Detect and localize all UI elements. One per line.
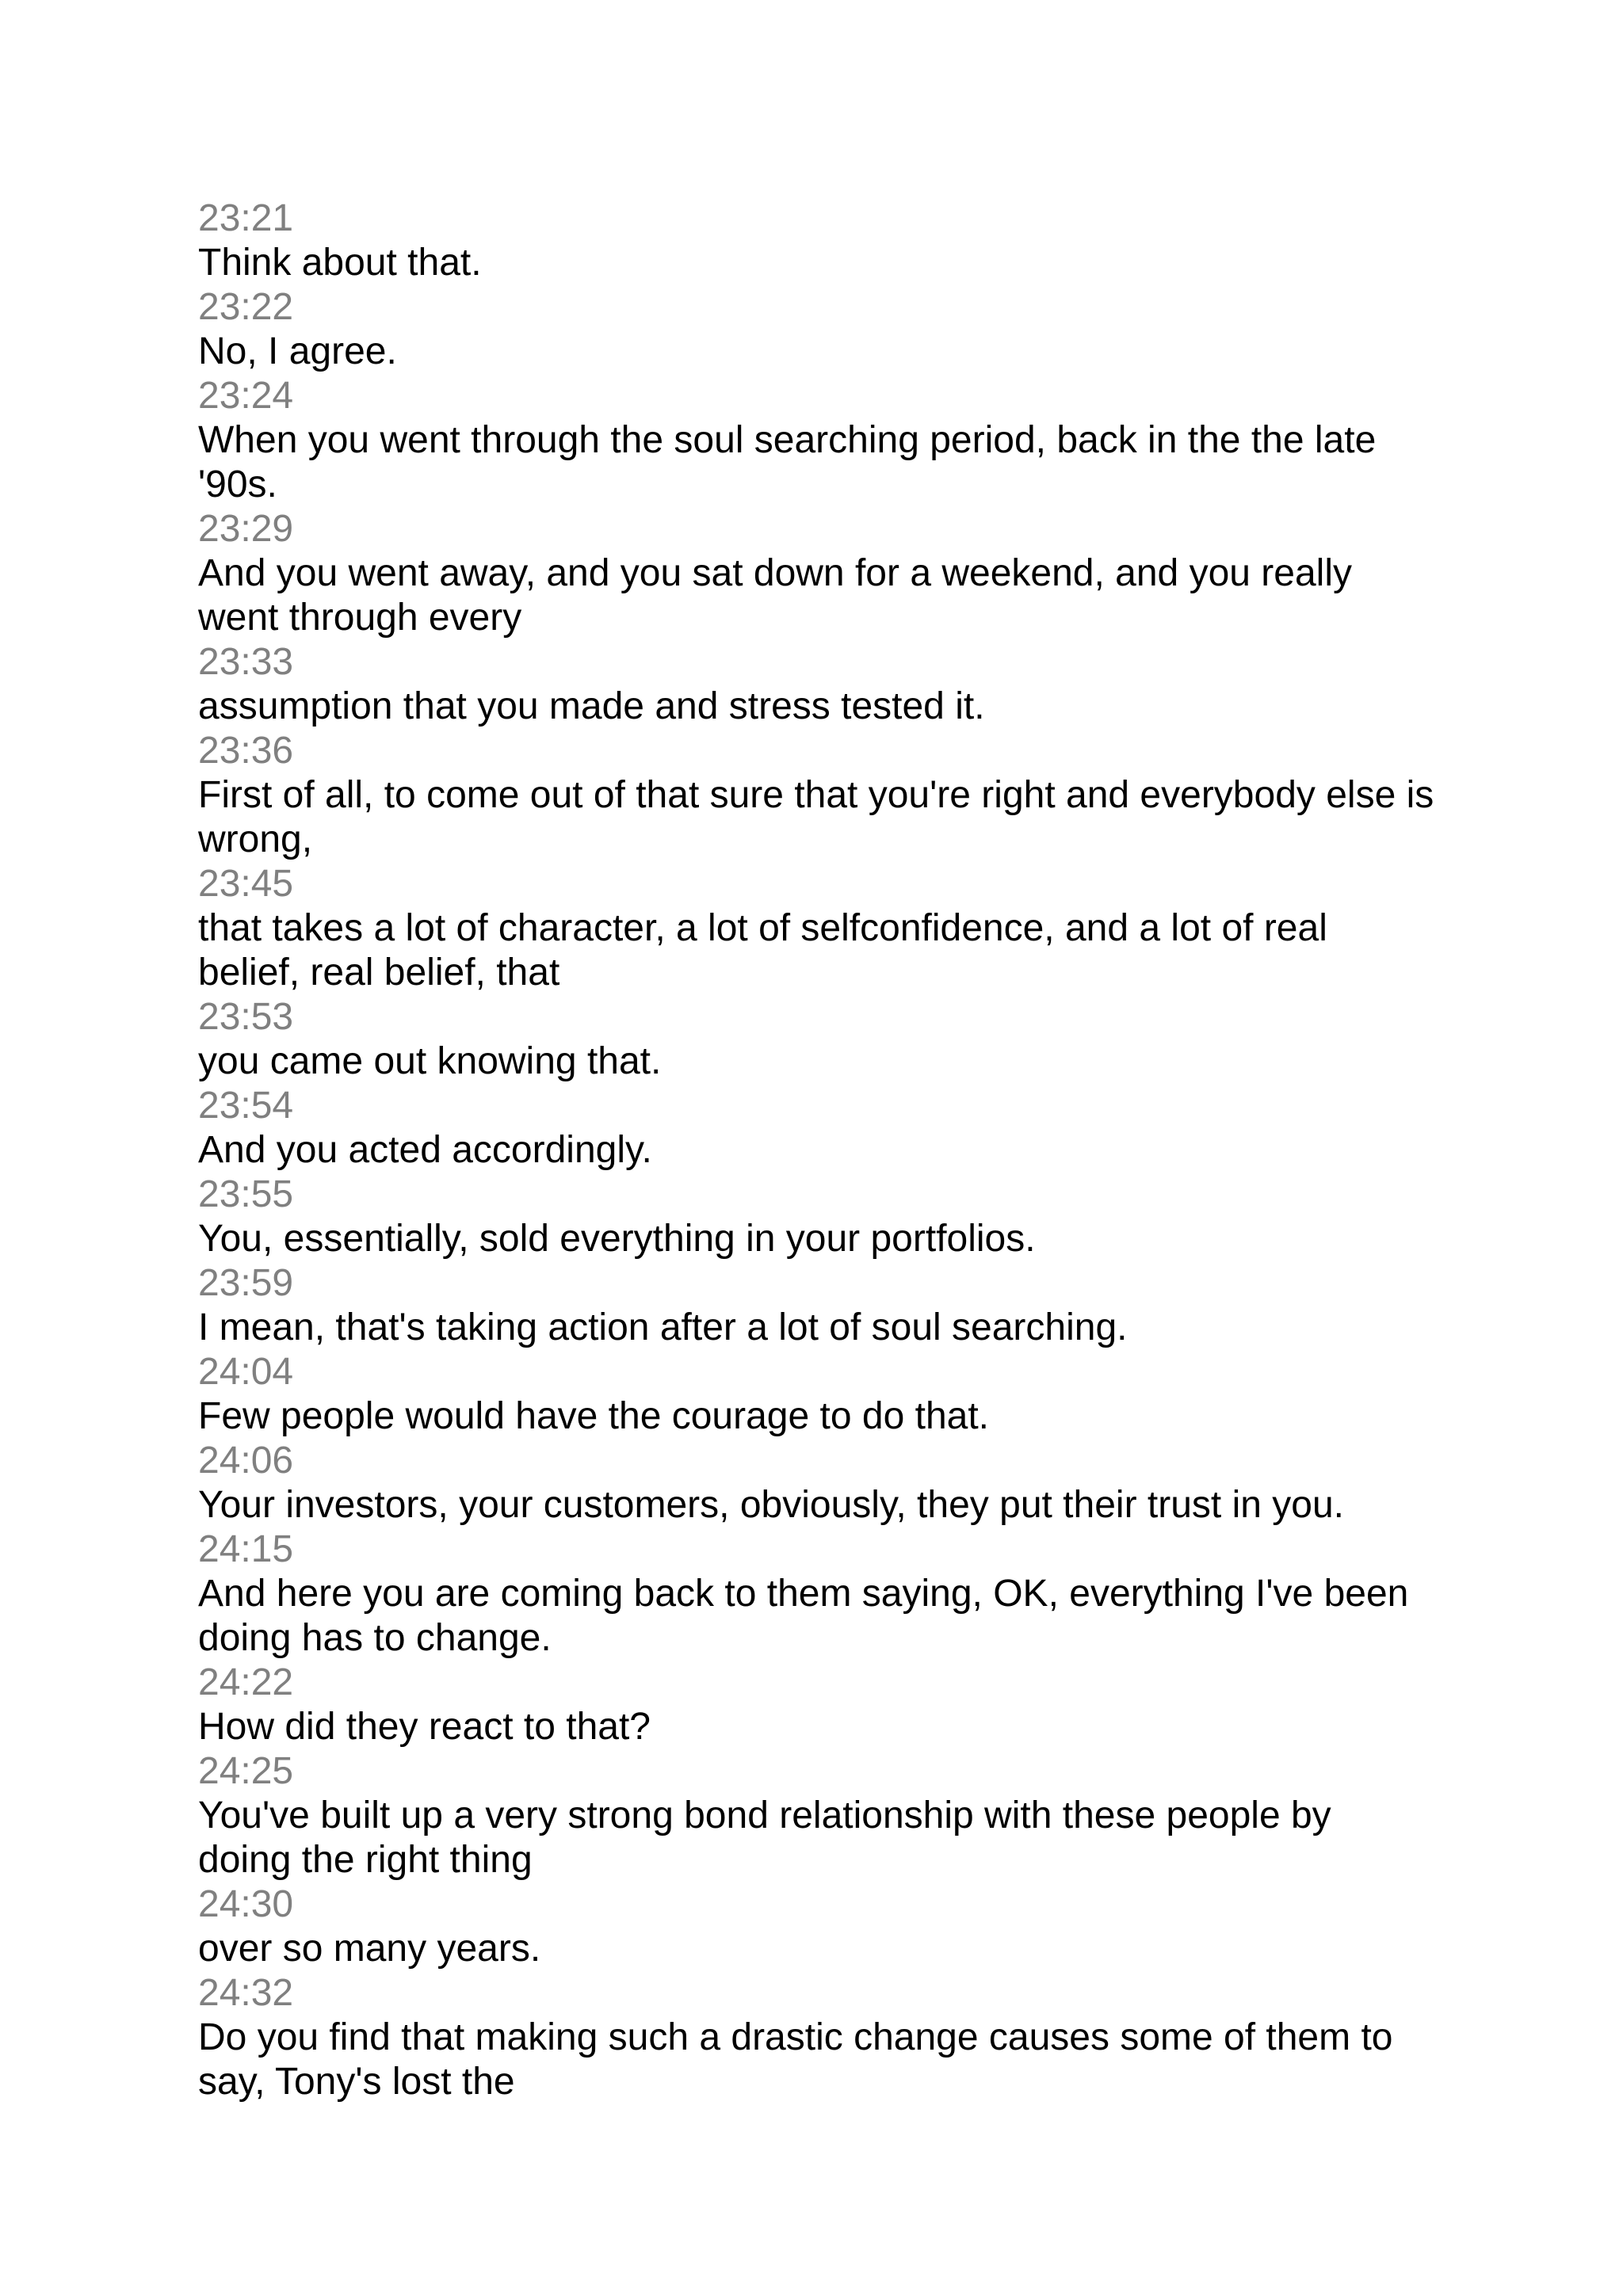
transcript-line: Your investors, your customers, obviously, they put their trust in you. <box>198 1484 1344 1526</box>
transcript-entry <box>198 862 1434 995</box>
timestamp: 24:25 <box>198 1750 294 1792</box>
transcript-line: No, I agree. <box>198 330 397 372</box>
timestamp: 23:21 <box>198 197 294 239</box>
transcript-line: You, essentially, sold everything in your portfolios. <box>198 1218 1036 1260</box>
timestamp: 23:45 <box>198 863 294 905</box>
transcript-line: that takes a lot of character, a lot of selfconfidence, and a lot of real belief, real belief, that <box>198 907 1327 994</box>
transcript-page <box>198 196 1434 2104</box>
timestamp: 23:59 <box>198 1262 294 1304</box>
transcript-entry <box>198 285 1434 374</box>
timestamp: 24:22 <box>198 1661 294 1703</box>
transcript-entry <box>198 507 1434 640</box>
transcript-line: And here you are coming back to them saying, OK, everything I've been doing has to change. <box>198 1573 1409 1659</box>
timestamp: 24:04 <box>198 1351 294 1393</box>
transcript-line: You've built up a very strong bond relationship with these people by doing the right thing <box>198 1794 1331 1881</box>
transcript-entry <box>198 640 1434 729</box>
transcript-line: you came out knowing that. <box>198 1040 662 1082</box>
transcript-entry <box>198 1882 1434 1971</box>
timestamp: 24:06 <box>198 1440 294 1482</box>
timestamp: 23:29 <box>198 508 294 550</box>
transcript-line: First of all, to come out of that sure that you're right and everybody else is wrong, <box>198 774 1434 860</box>
timestamp: 24:15 <box>198 1528 294 1570</box>
timestamp: 24:30 <box>198 1883 294 1925</box>
transcript-entry <box>198 1084 1434 1173</box>
transcript-line: How did they react to that? <box>198 1706 651 1748</box>
transcript-entry <box>198 1261 1434 1350</box>
transcript-entry <box>198 729 1434 862</box>
transcript-line: When you went through the soul searching period, back in the the late '90s. <box>198 419 1377 505</box>
transcript-entry <box>198 1971 1434 2104</box>
transcript-entry <box>198 374 1434 507</box>
transcript-entry <box>198 1173 1434 1261</box>
transcript-entry <box>198 196 1434 285</box>
transcript-entry <box>198 1661 1434 1749</box>
transcript-line: Few people would have the courage to do that. <box>198 1395 990 1437</box>
timestamp: 23:22 <box>198 286 294 328</box>
transcript-line: And you went away, and you sat down for a weekend, and you really went through every <box>198 552 1353 639</box>
transcript-entry <box>198 1749 1434 1882</box>
transcript-entry <box>198 1527 1434 1661</box>
transcript-line: assumption that you made and stress tested it. <box>198 685 985 727</box>
transcript-line: Do you find that making such a drastic change causes some of them to say, Tony's lost the <box>198 2016 1393 2103</box>
transcript-line: And you acted accordingly. <box>198 1129 652 1171</box>
timestamp: 23:33 <box>198 641 294 683</box>
transcript-line: over so many years. <box>198 1928 541 1970</box>
transcript-line: I mean, that's taking action after a lot of soul searching. <box>198 1306 1128 1348</box>
timestamp: 23:53 <box>198 996 294 1038</box>
timestamp: 23:36 <box>198 730 294 772</box>
transcript-entry <box>198 1350 1434 1439</box>
transcript-entry <box>198 995 1434 1084</box>
timestamp: 24:32 <box>198 1972 294 2014</box>
timestamp: 23:55 <box>198 1173 294 1215</box>
transcript-entry <box>198 1439 1434 1527</box>
timestamp: 23:54 <box>198 1085 294 1127</box>
transcript-line: Think about that. <box>198 242 482 284</box>
timestamp: 23:24 <box>198 375 294 417</box>
